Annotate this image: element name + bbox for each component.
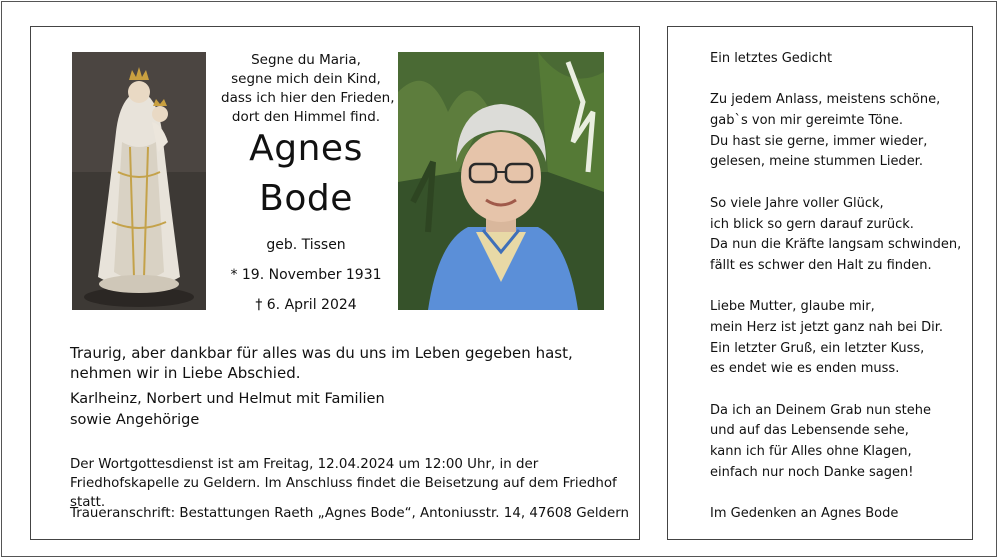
prayer-verse — [221, 51, 395, 127]
poem-line: Da ich an Deinem Grab nun stehe — [710, 402, 931, 418]
stanza-gap — [710, 70, 965, 91]
poem-line: mein Herz ist jetzt ganz nah bei Dir. — [710, 319, 943, 335]
mourners-line: sowie Angehörige — [70, 412, 200, 428]
prayer-line: Segne du Maria, — [251, 52, 361, 68]
poem-line: Ein letzter Gruß, ein letzter Kuss, — [710, 340, 925, 356]
poem-line: Zu jedem Anlass, meistens schöne, — [710, 92, 941, 108]
prayer-line: dort den Himmel find. — [231, 109, 381, 125]
stanza-gap — [710, 483, 965, 504]
mourning-address: Traueranschrift: Bestattungen Raeth „Agnes Bode“, Antoniusstr. 14, 47608 Geldern — [70, 506, 630, 521]
stanza-gap — [710, 380, 965, 401]
poem-line: gab`s von mir gereimte Töne. — [710, 113, 904, 129]
stanza-gap — [710, 277, 965, 298]
page-frame — [1, 1, 997, 557]
poem-line: es endet wie es enden muss. — [710, 361, 900, 377]
stanza-gap — [710, 173, 965, 194]
poem-closing: Im Gedenken an Agnes Bode — [710, 506, 899, 522]
poem-title: Ein letztes Gedicht — [710, 51, 833, 66]
poem-line: fällt es schwer den Halt zu finden. — [710, 257, 932, 273]
deceased-first-name: Agnes — [249, 128, 363, 169]
poem-line: einfach nur noch Danke sagen! — [710, 464, 914, 480]
portrait-photo-image — [398, 52, 604, 310]
life-dates — [221, 230, 391, 320]
mourners-line: Karlheinz, Norbert und Helmut mit Familien — [70, 391, 385, 407]
poem-line: und auf das Lebensende sehe, — [710, 423, 909, 439]
poem-line: gelesen, meine stummen Lieder. — [710, 154, 923, 170]
poem-line: Du hast sie gerne, immer wieder, — [710, 133, 928, 149]
poem-card — [667, 26, 973, 540]
prayer-line: dass ich hier den Frieden, — [221, 90, 395, 106]
poem-line: Da nun die Kräfte langsam schwinden, — [710, 237, 962, 253]
poem-line: kann ich für Alles ohne Klagen, — [710, 444, 912, 460]
maiden-name: geb. Tissen — [266, 237, 346, 253]
poem-line: ich blick so gern darauf zurück. — [710, 216, 914, 232]
madonna-statue-image — [72, 52, 206, 310]
obituary-card — [30, 26, 640, 540]
mourners — [70, 389, 630, 431]
poem — [710, 49, 965, 525]
service-info: Der Wortgottesdienst ist am Freitag, 12.04.2024 um 12:00 Uhr, in der Friedhofskapelle zu Geldern. Im Anschluss findet die Beisetzung auf dem Friedhof statt. — [70, 457, 617, 510]
prayer-line: segne mich dein Kind, — [231, 71, 381, 87]
farewell-text: Traurig, aber dankbar für alles was du uns im Leben gegeben hast, nehmen wir in Liebe Abschied. — [70, 344, 573, 382]
birth-date: * 19. November 1931 — [230, 267, 382, 283]
death-date: † 6. April 2024 — [255, 297, 357, 313]
poem-line: So viele Jahre voller Glück, — [710, 195, 884, 211]
poem-line: Liebe Mutter, glaube mir, — [710, 299, 875, 315]
deceased-last-name: Bode — [259, 178, 353, 219]
